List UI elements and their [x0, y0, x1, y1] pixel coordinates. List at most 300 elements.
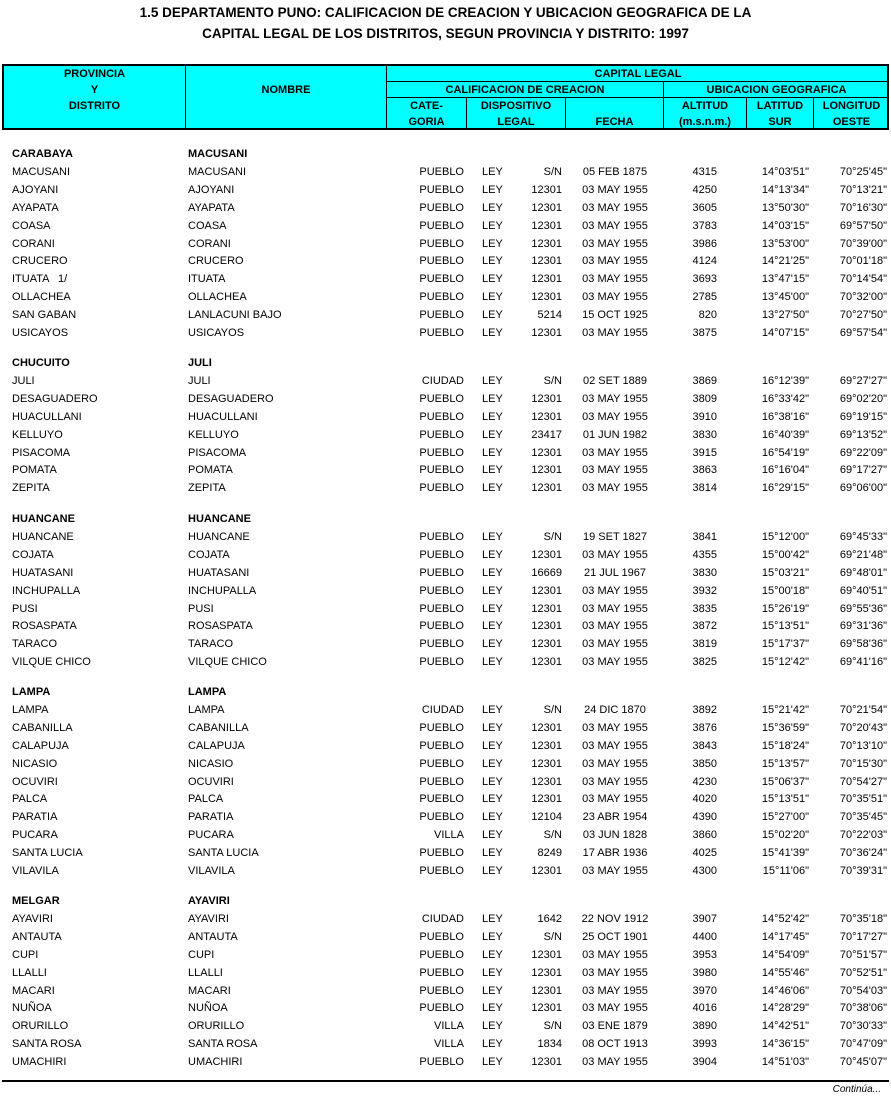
cell-altitud: 3869 — [692, 374, 717, 387]
table-row — [0, 755, 891, 773]
cell-categoria: PUEBLO — [419, 530, 464, 543]
cell-latitud: 15°21'42" — [761, 703, 809, 716]
cell-nombre: AYAVIRI — [188, 912, 229, 925]
cell-altitud: 820 — [698, 309, 717, 322]
cell-nombre: ROSASPATA — [188, 620, 253, 633]
cell-distrito: LAMPA — [12, 703, 49, 716]
cell-altitud: 4390 — [692, 811, 717, 824]
header-nombre: NOMBRE — [261, 84, 311, 96]
cell-latitud: 16°29'15" — [761, 482, 809, 495]
cell-latitud: 14°07'15" — [761, 327, 809, 339]
cell-dispositivo-tipo: LEY — [482, 566, 503, 579]
cell-longitud: 70°27'50" — [839, 309, 887, 322]
cell-longitud: 70°54'27" — [839, 775, 887, 788]
cell-fecha: 03 MAY 1955 — [582, 482, 648, 495]
cell-distrito: PALCA — [12, 793, 48, 806]
header-longitud-l1: LONGITUD — [822, 100, 881, 112]
header-longitud-l2: OESTE — [832, 116, 871, 128]
cell-distrito: SAN GABAN — [12, 309, 77, 322]
cell-latitud: 14°55'46" — [761, 966, 809, 979]
cell-categoria: VILLA — [434, 829, 464, 842]
cell-dispositivo-numero: S/N — [543, 829, 562, 842]
cell-dispositivo-tipo: LEY — [482, 327, 503, 339]
cell-latitud: 13°50'30" — [761, 201, 809, 214]
cell-categoria: PUEBLO — [419, 1002, 464, 1015]
cell-altitud: 3932 — [692, 584, 717, 597]
cell-categoria: PUEBLO — [419, 847, 464, 860]
header-ubicacion: UBICACION GEOGRAFICA — [706, 84, 847, 96]
cell-fecha: 01 JUN 1982 — [582, 428, 648, 441]
cell-fecha: 03 MAY 1955 — [582, 966, 648, 979]
cell-longitud: 70°35'51" — [839, 793, 887, 806]
cell-fecha: 19 SET 1827 — [582, 530, 647, 543]
cell-dispositivo-tipo: LEY — [482, 847, 503, 860]
cell-latitud: 14°52'42" — [761, 912, 809, 925]
cell-categoria: PUEBLO — [419, 183, 464, 196]
cell-categoria: PUEBLO — [419, 291, 464, 304]
cell-altitud: 3814 — [692, 482, 717, 495]
cell-distrito: AYAVIRI — [12, 912, 53, 925]
header-categoria-l1: CATE- — [410, 100, 443, 112]
cell-dispositivo-numero: 12301 — [531, 291, 562, 304]
cell-altitud: 3872 — [692, 620, 717, 633]
cell-altitud: 3835 — [692, 602, 717, 615]
cell-fecha: 03 MAY 1955 — [582, 793, 648, 806]
cell-categoria: PUEBLO — [419, 201, 464, 214]
cell-distrito: OCUVIRI — [12, 775, 58, 788]
province-group-header — [0, 510, 891, 528]
cell-latitud: 16°38'16" — [761, 410, 809, 423]
cell-distrito: SANTA ROSA — [12, 1038, 82, 1051]
cell-nombre: OLLACHEA — [188, 291, 247, 304]
cell-categoria: PUEBLO — [419, 273, 464, 286]
header-altitud-l1: ALTITUD — [681, 100, 729, 112]
cell-distrito: PUCARA — [12, 829, 58, 842]
table-row — [0, 600, 891, 618]
cell-latitud: 14°54'09" — [761, 948, 809, 961]
cell-categoria: PUEBLO — [419, 446, 464, 459]
cell-fecha: 03 MAY 1955 — [582, 464, 648, 477]
cell-categoria: PUEBLO — [419, 757, 464, 770]
cell-latitud: 15°26'19" — [761, 602, 809, 615]
cell-longitud: 70°14'54" — [839, 273, 887, 286]
province-name: CARABAYA — [12, 148, 73, 160]
cell-fecha: 03 MAY 1955 — [582, 865, 648, 877]
cell-categoria: PUEBLO — [419, 309, 464, 322]
cell-altitud: 4300 — [692, 865, 717, 877]
cell-dispositivo-tipo: LEY — [482, 219, 503, 232]
cell-nombre: NUÑOA — [188, 1002, 228, 1015]
cell-categoria: PUEBLO — [419, 464, 464, 477]
cell-altitud: 3875 — [692, 327, 717, 339]
cell-categoria: CIUDAD — [421, 912, 464, 925]
cell-latitud: 15°36'59" — [761, 721, 809, 734]
cell-nombre: PISACOMA — [188, 446, 247, 459]
cell-dispositivo-numero: 12301 — [531, 620, 562, 633]
cell-longitud: 70°36'24" — [839, 847, 887, 860]
table-row — [0, 719, 891, 737]
cell-dispositivo-numero: 12301 — [531, 966, 562, 979]
cell-distrito: CALAPUJA — [12, 739, 69, 752]
table-row — [0, 617, 891, 635]
cell-nombre: HUATASANI — [188, 566, 250, 579]
cell-dispositivo-tipo: LEY — [482, 374, 503, 387]
cell-fecha: 03 MAY 1955 — [582, 219, 648, 232]
cell-longitud: 69°57'50" — [839, 219, 887, 232]
table-row — [0, 582, 891, 600]
cell-dispositivo-tipo: LEY — [482, 548, 503, 561]
cell-categoria: PUEBLO — [419, 793, 464, 806]
cell-longitud: 69°21'48" — [839, 548, 887, 561]
cell-distrito: UMACHIRI — [12, 1056, 67, 1069]
cell-nombre: JULI — [188, 374, 211, 387]
header-provincia-l1: PROVINCIA — [63, 68, 126, 80]
cell-longitud: 69°22'09" — [839, 446, 887, 459]
cell-altitud: 3830 — [692, 566, 717, 579]
cell-altitud: 3892 — [692, 703, 717, 716]
cell-dispositivo-tipo: LEY — [482, 775, 503, 788]
cell-altitud: 3907 — [692, 912, 717, 925]
cell-dispositivo-numero: 12301 — [531, 775, 562, 788]
cell-distrito: CUPI — [12, 948, 39, 961]
province-group-header — [0, 892, 891, 910]
cell-distrito: VILQUE CHICO — [12, 656, 91, 669]
cell-dispositivo-numero: 12301 — [531, 793, 562, 806]
cell-altitud: 3993 — [692, 1038, 717, 1051]
province-capital: MACUSANI — [188, 148, 248, 160]
cell-nombre: DESAGUADERO — [188, 392, 274, 405]
cell-distrito: COJATA — [12, 548, 54, 561]
cell-nombre: MACARI — [188, 984, 231, 997]
header-longitud — [814, 98, 889, 130]
cell-latitud: 15°13'57" — [761, 757, 809, 770]
table-row — [0, 546, 891, 564]
table-row — [0, 270, 891, 288]
cell-distrito: LLALLI — [12, 966, 47, 979]
cell-longitud: 70°45'07" — [839, 1056, 887, 1069]
cell-latitud: 14°42'51" — [761, 1020, 809, 1033]
table-row — [0, 181, 891, 199]
cell-latitud: 14°03'51" — [761, 165, 809, 178]
cell-longitud: 70°15'30" — [839, 757, 887, 770]
header-categoria — [387, 98, 466, 130]
cell-categoria: PUEBLO — [419, 428, 464, 441]
cell-categoria: PUEBLO — [419, 219, 464, 232]
cell-longitud: 70°22'03" — [839, 829, 887, 842]
cell-fecha: 08 OCT 1913 — [582, 1038, 648, 1051]
header-dispositivo-l2: LEGAL — [497, 116, 535, 128]
cell-altitud: 3986 — [692, 237, 717, 250]
cell-longitud: 69°41'16" — [839, 656, 887, 669]
cell-dispositivo-numero: S/N — [543, 703, 562, 716]
cell-dispositivo-tipo: LEY — [482, 584, 503, 597]
cell-dispositivo-tipo: LEY — [482, 930, 503, 943]
cell-nombre: USICAYOS — [188, 327, 245, 339]
cell-longitud: 69°58'36" — [839, 638, 887, 651]
cell-fecha: 22 NOV 1912 — [581, 912, 649, 925]
cell-dispositivo-tipo: LEY — [482, 446, 503, 459]
table-row — [0, 1053, 891, 1071]
cell-longitud: 69°19'15" — [839, 410, 887, 423]
cell-categoria: PUEBLO — [419, 620, 464, 633]
table-row — [0, 701, 891, 719]
cell-fecha: 03 MAY 1955 — [582, 548, 648, 561]
cell-latitud: 14°36'15" — [761, 1038, 809, 1051]
cell-longitud: 70°13'21" — [839, 183, 887, 196]
cell-dispositivo-tipo: LEY — [482, 410, 503, 423]
cell-dispositivo-numero: S/N — [543, 374, 562, 387]
header-provincia-l2: Y — [90, 84, 99, 96]
cell-fecha: 03 ENE 1879 — [582, 1020, 648, 1033]
cell-dispositivo-numero: 12301 — [531, 482, 562, 495]
cell-altitud: 2785 — [692, 291, 717, 304]
cell-fecha: 25 OCT 1901 — [582, 930, 648, 943]
header-calificacion: CALIFICACION DE CREACION — [445, 84, 605, 96]
cell-dispositivo-tipo: LEY — [482, 464, 503, 477]
cell-dispositivo-numero: 16669 — [531, 566, 562, 579]
cell-distrito: MACARI — [12, 984, 55, 997]
cell-nombre: LLALLI — [188, 966, 223, 979]
table-row — [0, 928, 891, 946]
table-row — [0, 528, 891, 546]
cell-altitud: 3863 — [692, 464, 717, 477]
cell-categoria: VILLA — [434, 1038, 464, 1051]
cell-nombre: HUANCANE — [188, 530, 250, 543]
cell-latitud: 14°51'03" — [761, 1056, 809, 1069]
cell-altitud: 4124 — [692, 255, 717, 268]
cell-longitud: 69°06'00" — [839, 482, 887, 495]
cell-dispositivo-tipo: LEY — [482, 984, 503, 997]
cell-fecha: 02 SET 1889 — [582, 374, 647, 387]
cell-categoria: PUEBLO — [419, 548, 464, 561]
cell-longitud: 70°25'45" — [839, 165, 887, 178]
cell-distrito: ORURILLO — [12, 1020, 69, 1033]
cell-dispositivo-numero: 12301 — [531, 327, 562, 339]
table-row — [0, 235, 891, 253]
cell-dispositivo-tipo: LEY — [482, 948, 503, 961]
cell-distrito: ANTAUTA — [12, 930, 62, 943]
table-row — [0, 163, 891, 181]
cell-nombre: CALAPUJA — [188, 739, 245, 752]
cell-longitud: 69°13'52" — [839, 428, 887, 441]
cell-distrito: PARATIA — [12, 811, 58, 824]
header-fecha: FECHA — [595, 116, 634, 128]
cell-distrito: INCHUPALLA — [12, 584, 81, 597]
cell-dispositivo-numero: 1834 — [537, 1038, 562, 1051]
continua-note: Continúa... — [832, 1084, 881, 1095]
cell-dispositivo-numero: 12301 — [531, 464, 562, 477]
cell-fecha: 03 MAY 1955 — [582, 775, 648, 788]
cell-categoria: PUEBLO — [419, 721, 464, 734]
table-row — [0, 306, 891, 324]
cell-dispositivo-numero: 5214 — [537, 309, 562, 322]
cell-longitud: 70°35'18" — [839, 912, 887, 925]
cell-altitud: 3825 — [692, 656, 717, 669]
cell-nombre: INCHUPALLA — [188, 584, 257, 597]
cell-altitud: 4016 — [692, 1002, 717, 1015]
cell-dispositivo-numero: 23417 — [531, 428, 562, 441]
cell-dispositivo-numero: 12301 — [531, 584, 562, 597]
header-capital-legal: CAPITAL LEGAL — [594, 68, 682, 80]
cell-distrito: HUACULLANI — [12, 410, 82, 423]
header-latitud-l1: LATITUD — [756, 100, 804, 112]
cell-latitud: 14°28'29" — [761, 1002, 809, 1015]
cell-altitud: 4400 — [692, 930, 717, 943]
cell-longitud: 70°16'30" — [839, 201, 887, 214]
cell-dispositivo-numero: 12301 — [531, 984, 562, 997]
cell-categoria: PUEBLO — [419, 392, 464, 405]
cell-nombre: AJOYANI — [188, 183, 235, 196]
cell-fecha: 03 MAY 1955 — [582, 410, 648, 423]
cell-dispositivo-tipo: LEY — [482, 291, 503, 304]
table-row — [0, 217, 891, 235]
cell-distrito: AYAPATA — [12, 201, 59, 214]
cell-longitud: 70°30'33" — [839, 1020, 887, 1033]
cell-distrito: HUANCANE — [12, 530, 74, 543]
cell-dispositivo-numero: 12301 — [531, 865, 562, 877]
cell-longitud: 69°17'27" — [839, 464, 887, 477]
cell-fecha: 03 MAY 1955 — [582, 183, 648, 196]
cell-nombre: ANTAUTA — [188, 930, 238, 943]
cell-dispositivo-numero: 12301 — [531, 237, 562, 250]
table-row — [0, 737, 891, 755]
page-title-line-2: CAPITAL LEGAL DE LOS DISTRITOS, SEGUN PROVINCIA Y DISTRITO: 1997 — [202, 26, 689, 41]
cell-nombre: CABANILLA — [188, 721, 249, 734]
cell-dispositivo-tipo: LEY — [482, 428, 503, 441]
cell-longitud: 69°27'27" — [839, 374, 887, 387]
cell-fecha: 03 MAY 1955 — [582, 237, 648, 250]
cell-altitud: 3915 — [692, 446, 717, 459]
header-latitud-l2: SUR — [768, 116, 792, 128]
cell-dispositivo-tipo: LEY — [482, 602, 503, 615]
page-title-line-1: 1.5 DEPARTAMENTO PUNO: CALIFICACION DE CREACION Y UBICACION GEOGRAFICA DE LA — [139, 5, 752, 20]
cell-latitud: 15°00'42" — [761, 548, 809, 561]
cell-nombre: NICASIO — [188, 757, 234, 770]
cell-altitud: 3953 — [692, 948, 717, 961]
cell-dispositivo-tipo: LEY — [482, 1056, 503, 1069]
cell-categoria: PUEBLO — [419, 566, 464, 579]
cell-latitud: 16°16'04" — [761, 464, 809, 477]
cell-fecha: 03 MAY 1955 — [582, 446, 648, 459]
cell-latitud: 13°47'15" — [761, 273, 809, 286]
cell-dispositivo-numero: 12301 — [531, 757, 562, 770]
cell-categoria: PUEBLO — [419, 255, 464, 268]
province-capital: AYAVIRI — [188, 895, 230, 907]
cell-nombre: MACUSANI — [188, 165, 247, 178]
cell-distrito: PISACOMA — [12, 446, 71, 459]
cell-dispositivo-numero: S/N — [543, 1020, 562, 1033]
cell-fecha: 05 FEB 1875 — [582, 165, 648, 178]
table-row — [0, 964, 891, 982]
cell-latitud: 15°17'37" — [761, 638, 809, 651]
cell-longitud: 70°51'57" — [839, 948, 887, 961]
cell-latitud: 15°12'42" — [761, 656, 809, 669]
table-row — [0, 910, 891, 928]
cell-dispositivo-tipo: LEY — [482, 1002, 503, 1015]
table-row — [0, 862, 891, 880]
cell-dispositivo-numero: 12301 — [531, 548, 562, 561]
cell-longitud: 69°48'01" — [839, 566, 887, 579]
cell-longitud: 69°45'33" — [839, 530, 887, 543]
cell-dispositivo-numero: 12301 — [531, 201, 562, 214]
cell-fecha: 03 MAY 1955 — [582, 757, 648, 770]
cell-distrito: AJOYANI — [12, 183, 59, 196]
province-group-header — [0, 145, 891, 163]
cell-altitud: 3876 — [692, 721, 717, 734]
table-row — [0, 635, 891, 653]
cell-distrito: POMATA — [12, 464, 57, 477]
cell-dispositivo-numero: 12301 — [531, 183, 562, 196]
cell-altitud: 4355 — [692, 548, 717, 561]
cell-longitud: 69°57'54" — [839, 327, 887, 339]
cell-categoria: PUEBLO — [419, 602, 464, 615]
cell-fecha: 17 ABR 1936 — [582, 847, 648, 860]
cell-dispositivo-numero: 1642 — [537, 912, 562, 925]
province-capital: HUANCANE — [188, 513, 251, 525]
cell-altitud: 3693 — [692, 273, 717, 286]
table-row — [0, 444, 891, 462]
cell-dispositivo-numero: S/N — [543, 530, 562, 543]
cell-longitud: 69°31'36" — [839, 620, 887, 633]
cell-latitud: 15°13'51" — [761, 793, 809, 806]
cell-dispositivo-numero: S/N — [543, 165, 562, 178]
cell-dispositivo-numero: 12301 — [531, 1056, 562, 1069]
header-dispositivo — [467, 98, 565, 130]
cell-distrito: DESAGUADERO — [12, 392, 98, 405]
cell-latitud: 13°45'00" — [761, 291, 809, 304]
table-row — [0, 653, 891, 671]
cell-distrito: NICASIO — [12, 757, 58, 770]
cell-longitud: 70°13'10" — [839, 739, 887, 752]
cell-fecha: 03 JUN 1828 — [582, 829, 648, 842]
table-header — [2, 64, 889, 130]
cell-dispositivo-numero: 12301 — [531, 721, 562, 734]
cell-distrito: ZEPITA — [12, 482, 50, 495]
cell-distrito: TARACO — [12, 638, 58, 651]
cell-dispositivo-tipo: LEY — [482, 482, 503, 495]
cell-fecha: 03 MAY 1955 — [582, 1056, 648, 1069]
cell-dispositivo-tipo: LEY — [482, 739, 503, 752]
cell-longitud: 70°54'03" — [839, 984, 887, 997]
cell-longitud: 70°17'27" — [839, 930, 887, 943]
cell-distrito: VILAVILA — [12, 865, 59, 877]
cell-categoria: CIUDAD — [421, 374, 464, 387]
cell-longitud: 70°39'00" — [839, 237, 887, 250]
cell-altitud: 4315 — [692, 165, 717, 178]
table-row — [0, 408, 891, 426]
header-altitud-l2: (m.s.n.m.) — [679, 116, 731, 128]
cell-dispositivo-tipo: LEY — [482, 1038, 503, 1051]
cell-categoria: PUEBLO — [419, 165, 464, 178]
cell-altitud: 3830 — [692, 428, 717, 441]
cell-longitud: 70°38'06" — [839, 1002, 887, 1015]
cell-fecha: 03 MAY 1955 — [582, 291, 648, 304]
table-row — [0, 390, 891, 408]
cell-categoria: PUEBLO — [419, 811, 464, 824]
cell-fecha: 03 MAY 1955 — [582, 721, 648, 734]
cell-fecha: 03 MAY 1955 — [582, 273, 648, 286]
cell-latitud: 14°46'06" — [761, 984, 809, 997]
cell-longitud: 70°01'18" — [839, 255, 887, 268]
cell-longitud: 69°40'51" — [839, 584, 887, 597]
cell-fecha: 03 MAY 1955 — [582, 327, 648, 339]
cell-latitud: 13°53'00" — [761, 237, 809, 250]
cell-altitud: 3970 — [692, 984, 717, 997]
cell-nombre: ITUATA — [188, 273, 226, 286]
cell-dispositivo-tipo: LEY — [482, 829, 503, 842]
cell-latitud: 16°54'19" — [761, 446, 809, 459]
cell-dispositivo-tipo: LEY — [482, 183, 503, 196]
